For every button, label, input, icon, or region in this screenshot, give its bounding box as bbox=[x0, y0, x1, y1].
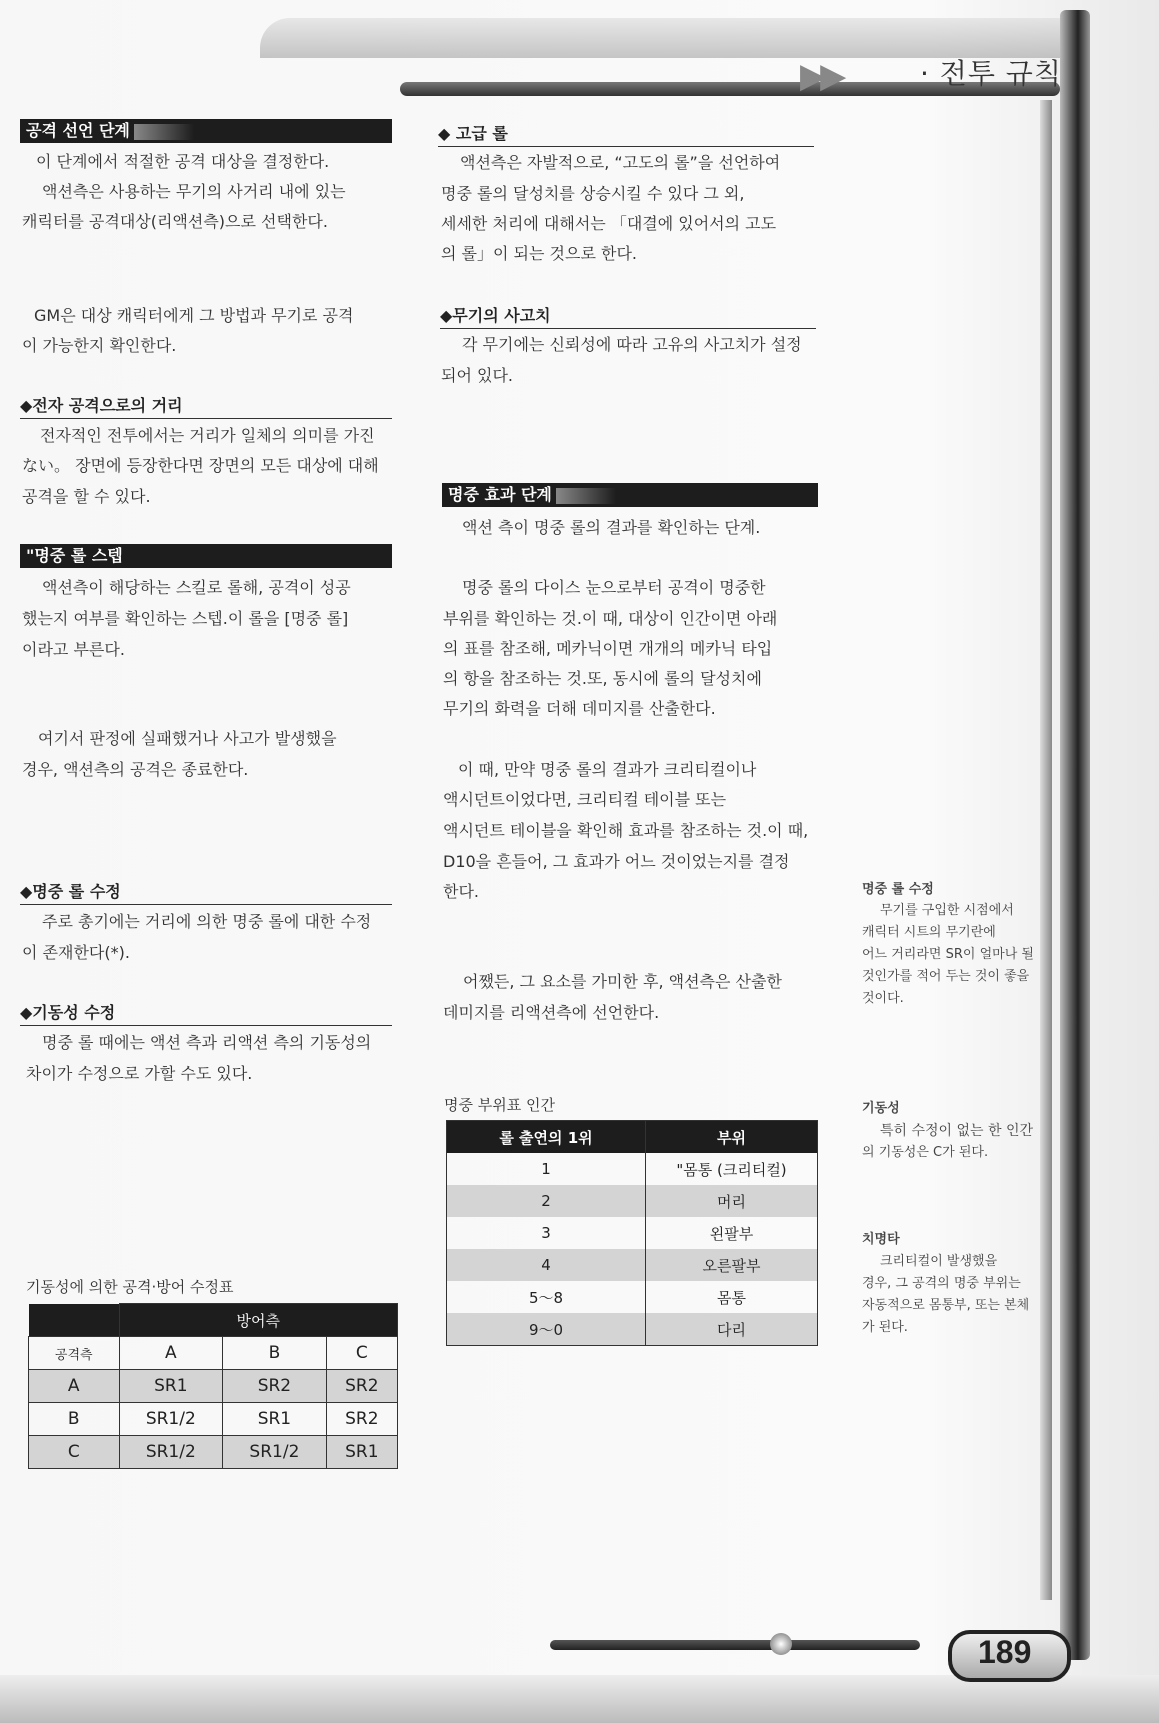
paragraph-line: 의 표를 참조해, 메카닉이면 개개의 메카닉 타입 bbox=[443, 639, 773, 658]
sidenote-line: 경우, 그 공격의 명중 부위는 bbox=[862, 1276, 1021, 1291]
table-cell: 머리 bbox=[646, 1185, 818, 1217]
table-cell: SR1 bbox=[326, 1436, 397, 1469]
table-row bbox=[447, 1281, 818, 1313]
table-cell: 다리 bbox=[646, 1313, 818, 1346]
paragraph-line: 액시던트이었다면, 크리티컬 테이블 또는 bbox=[443, 790, 727, 809]
paragraph-line: 한다. bbox=[443, 882, 479, 901]
sidenote-title: 명중 롤 수정 bbox=[862, 882, 934, 897]
frame-right-rail bbox=[1040, 100, 1052, 1600]
sidenote-line: 가 된다. bbox=[862, 1320, 908, 1335]
table-row bbox=[29, 1436, 398, 1469]
paragraph-line: 명중 롤의 다이스 눈으로부터 공격이 명중한 bbox=[462, 578, 766, 597]
paragraph-line: D10을 흔들어, 그 효과가 어느 것이었는지를 결정 bbox=[443, 852, 790, 871]
table-cell: 2 bbox=[447, 1185, 646, 1217]
sidenote-line: 캐릭터 시트의 무기란에 bbox=[862, 925, 996, 940]
sidenote-line: 자동적으로 몸통부, 또는 본체 bbox=[862, 1298, 1030, 1313]
column-header: B bbox=[223, 1337, 327, 1370]
paragraph-line: 명중 롤 때에는 액션 측과 리액션 측의 기동성의 bbox=[42, 1033, 372, 1052]
row-label: A bbox=[29, 1370, 120, 1403]
table-row bbox=[29, 1304, 398, 1337]
table-cell: SR1/2 bbox=[119, 1403, 223, 1436]
paragraph-line: 되어 있다. bbox=[441, 366, 513, 385]
defense-header: 방어측 bbox=[119, 1304, 398, 1337]
subheading-mobility-modifier: ◆기동성 수정 bbox=[20, 1000, 392, 1026]
paragraph-line: 여기서 판정에 실패했거나 사고가 발생했을 bbox=[38, 729, 337, 748]
table-row bbox=[29, 1370, 398, 1403]
bar-fade bbox=[556, 488, 616, 504]
sidenote-title: 치명타 bbox=[862, 1232, 900, 1247]
section-title: 공격 선언 단계 bbox=[26, 121, 130, 140]
paragraph-line: 전자적인 전투에서는 거리가 일체의 의미를 가진 bbox=[40, 426, 375, 445]
page-number: 189 bbox=[978, 1634, 1032, 1670]
column-header: 롤 출연의 1위 bbox=[447, 1121, 646, 1154]
paragraph-line: 이라고 부른다. bbox=[22, 640, 125, 659]
sidenote-line: 무기를 구입한 시점에서 bbox=[880, 903, 1014, 918]
table-row bbox=[29, 1337, 398, 1370]
column-header: C bbox=[326, 1337, 397, 1370]
subheading-electronic-distance: ◆전자 공격으로의 거리 bbox=[20, 393, 392, 419]
paragraph-line: 의 롤」이 되는 것으로 한다. bbox=[441, 244, 637, 263]
paragraph-line: 액션측은 사용하는 무기의 사거리 내에 있는 bbox=[42, 182, 346, 201]
sidenote-line: 특히 수정이 없는 한 인간 bbox=[880, 1123, 1034, 1139]
sidenote-line: 어느 거리라면 SR이 얼마나 될 bbox=[862, 947, 1034, 962]
paragraph-line: 이 때, 만약 명중 롤의 결과가 크리티컬이나 bbox=[458, 760, 757, 779]
bar-fade bbox=[134, 124, 194, 140]
column-header: 부위 bbox=[646, 1121, 818, 1154]
table-header-row bbox=[447, 1121, 818, 1154]
subheading-weapon-accident: ◆무기의 사고치 bbox=[440, 303, 816, 329]
paragraph-line: 액션 측이 명중 롤의 결과를 확인하는 단계. bbox=[462, 518, 761, 537]
section-title: "명중 롤 스텝 bbox=[26, 546, 123, 565]
table-caption-hit-location: 명중 부위표 인간 bbox=[444, 1096, 555, 1114]
section-title: 명중 효과 단계 bbox=[448, 485, 552, 504]
paragraph-line: 경우, 액션측의 공격은 종료한다. bbox=[22, 760, 249, 779]
paragraph-line: 데미지를 리액션측에 선언한다. bbox=[443, 1003, 660, 1022]
table-cell: 오른팔부 bbox=[646, 1249, 818, 1281]
paragraph-line: 액션측은 자발적으로, “고도의 롤”을 선언하여 bbox=[460, 153, 781, 172]
table-cell: SR1/2 bbox=[119, 1436, 223, 1469]
sidenote-line: 크리티컬이 발생했을 bbox=[880, 1254, 998, 1269]
table-row bbox=[447, 1153, 818, 1185]
paragraph-line: 의 항을 참조하는 것.또, 동시에 롤의 달성치에 bbox=[443, 669, 762, 688]
table-corner-cell bbox=[29, 1304, 120, 1337]
attack-header: 공격측 bbox=[29, 1337, 120, 1370]
table-cell: "몸통 (크리티컬) bbox=[646, 1153, 818, 1185]
paragraph-line: ない。 장면에 등장한다면 장면의 모든 대상에 대해 bbox=[22, 456, 379, 475]
table-cell: 1 bbox=[447, 1153, 646, 1185]
mobility-modifier-table bbox=[28, 1303, 398, 1469]
paragraph-line: 무기의 화력을 더해 데미지를 산출한다. bbox=[443, 699, 716, 718]
sidenote-title: 기동성 bbox=[862, 1101, 900, 1116]
table-row bbox=[447, 1313, 818, 1346]
paragraph-line: 어쨌든, 그 요소를 가미한 후, 액션측은 산출한 bbox=[463, 972, 782, 991]
table-row bbox=[447, 1185, 818, 1217]
table-cell: SR1/2 bbox=[223, 1436, 327, 1469]
paragraph-line: 명중 롤의 달성치를 상승시킬 수 있다 그 외, bbox=[441, 184, 745, 203]
paragraph-line: 액션측이 해당하는 스킬로 롤해, 공격이 성공 bbox=[42, 578, 351, 597]
table-cell: 몸통 bbox=[646, 1281, 818, 1313]
section-bar-hit-roll bbox=[20, 544, 392, 568]
paragraph-line: 이 단계에서 적절한 공격 대상을 결정한다. bbox=[36, 152, 330, 171]
table-row bbox=[29, 1403, 398, 1436]
paragraph-line: 캐릭터를 공격대상(리액션측)으로 선택한다. bbox=[22, 212, 328, 231]
frame-right-decoration bbox=[1060, 10, 1090, 1660]
chapter-title: · 전투 규칙 bbox=[920, 57, 1062, 90]
sidenote-line: 의 기동성은 C가 된다. bbox=[862, 1145, 989, 1160]
column-header: A bbox=[119, 1337, 223, 1370]
table-cell: SR2 bbox=[223, 1370, 327, 1403]
table-cell: SR2 bbox=[326, 1370, 397, 1403]
table-row bbox=[447, 1217, 818, 1249]
row-label: B bbox=[29, 1403, 120, 1436]
table-cell: 4 bbox=[447, 1249, 646, 1281]
subheading-advanced-roll: ◆ 고급 롤 bbox=[438, 121, 814, 147]
table-cell: 5～8 bbox=[447, 1281, 646, 1313]
table-caption-mobility: 기동성에 의한 공격·방어 수정표 bbox=[26, 1278, 234, 1296]
table-cell: SR1 bbox=[119, 1370, 223, 1403]
paragraph-line: 공격을 할 수 있다. bbox=[22, 487, 151, 506]
table-row bbox=[447, 1249, 818, 1281]
paragraph-line: 차이가 수정으로 가할 수도 있다. bbox=[26, 1064, 253, 1083]
table-cell: SR1 bbox=[223, 1403, 327, 1436]
paragraph-line: 각 무기에는 신뢰성에 따라 고유의 사고치가 설정 bbox=[462, 335, 802, 354]
paragraph-line: 액시던트 테이블을 확인해 효과를 참조하는 것.이 때, bbox=[443, 821, 809, 840]
frame-bottom-rail bbox=[550, 1640, 920, 1650]
paragraph-line: GM은 대상 캐릭터에게 그 방법과 무기로 공격 bbox=[34, 306, 354, 325]
hit-location-table bbox=[446, 1120, 818, 1346]
frame-bottom-decoration bbox=[0, 1675, 1159, 1723]
table-cell: 9～0 bbox=[447, 1313, 646, 1346]
table-cell: SR2 bbox=[326, 1403, 397, 1436]
header-arrows-icon: ▶▶ bbox=[800, 56, 841, 96]
table-cell: 왼팔부 bbox=[646, 1217, 818, 1249]
section-bar-hit-effect bbox=[442, 483, 818, 507]
frame-bottom-knob bbox=[770, 1633, 792, 1655]
paragraph-line: 이 가능한지 확인한다. bbox=[22, 336, 177, 355]
table-cell: 3 bbox=[447, 1217, 646, 1249]
section-bar-attack-declare bbox=[20, 119, 392, 143]
row-label: C bbox=[29, 1436, 120, 1469]
subheading-hit-roll-modifier: ◆명중 롤 수정 bbox=[20, 879, 392, 905]
sidenote-line: 것인가를 적어 두는 것이 좋을 bbox=[862, 969, 1030, 984]
paragraph-line: 주로 총기에는 거리에 의한 명중 롤에 대한 수정 bbox=[42, 912, 372, 931]
paragraph-line: 세세한 처리에 대해서는 「대결에 있어서의 고도 bbox=[441, 214, 777, 233]
paragraph-line: 이 존재한다(*). bbox=[22, 943, 130, 962]
sidenote-line: 것이다. bbox=[862, 991, 904, 1006]
paragraph-line: 했는지 여부를 확인하는 스텝.이 롤을 [명중 롤] bbox=[22, 609, 349, 628]
paragraph-line: 부위를 확인하는 것.이 때, 대상이 인간이면 아래 bbox=[443, 609, 778, 628]
